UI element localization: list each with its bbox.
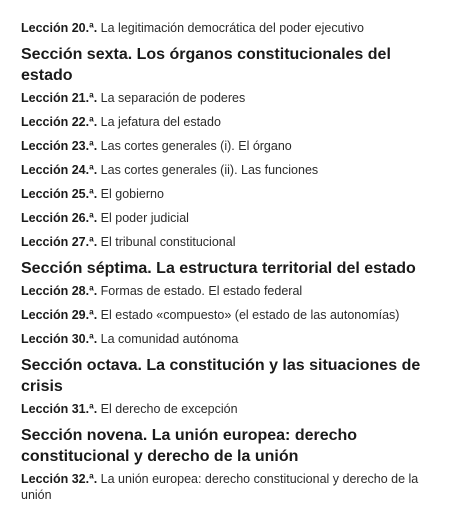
section-heading-octava: Sección octava. La constitución y las situaciones de crisis xyxy=(21,357,421,395)
lesson-number: Lección 21.ª. xyxy=(21,91,98,105)
section-heading-septima: Sección séptima. La estructura territorial del estado xyxy=(21,260,416,277)
lesson-entry-31 xyxy=(21,401,441,417)
lesson-title: El tribunal constitucional xyxy=(100,235,236,249)
section-heading-sexta: Sección sexta. Los órganos constitucionales del estado xyxy=(21,46,391,84)
lesson-number: Lección 22.ª. xyxy=(21,115,98,129)
lesson-title: Formas de estado. El estado federal xyxy=(100,284,303,298)
lesson-title: El derecho de excepción xyxy=(100,402,238,416)
lesson-number: Lección 32.ª. xyxy=(21,472,98,486)
lesson-entry-29 xyxy=(21,307,441,323)
lesson-number: Lección 31.ª. xyxy=(21,402,98,416)
lesson-entry-26 xyxy=(21,210,441,226)
lesson-entry-24 xyxy=(21,162,441,178)
lesson-entry-25 xyxy=(21,186,441,202)
lesson-title: El estado «compuesto» (el estado de las autonomías) xyxy=(100,308,400,322)
lesson-title: La unión europea: derecho constitucional y derecho de la unión xyxy=(21,472,419,502)
lesson-entry-32 xyxy=(21,471,441,503)
lesson-number: Lección 28.ª. xyxy=(21,284,98,298)
lesson-title: El poder judicial xyxy=(100,211,189,225)
section-heading-novena: Sección novena. La unión europea: derecho constitucional y derecho de la unión xyxy=(21,427,358,465)
lesson-number: Lección 29.ª. xyxy=(21,308,98,322)
lesson-entry-23 xyxy=(21,138,441,154)
lesson-title: Las cortes generales (i). El órgano xyxy=(100,139,292,153)
lesson-number: Lección 23.ª. xyxy=(21,139,98,153)
lesson-entry-30 xyxy=(21,331,441,347)
lesson-entry-27 xyxy=(21,234,441,250)
lesson-title: La jefatura del estado xyxy=(100,115,221,129)
lesson-entry-22 xyxy=(21,114,441,130)
lesson-number: Lección 25.ª. xyxy=(21,187,98,201)
lesson-number: Lección 30.ª. xyxy=(21,332,98,346)
lesson-number: Lección 27.ª. xyxy=(21,235,98,249)
table-of-contents xyxy=(21,20,441,511)
lesson-number: Lección 26.ª. xyxy=(21,211,98,225)
lesson-entry-20 xyxy=(21,20,441,36)
lesson-title: La legitimación democrática del poder ejecutivo xyxy=(100,21,365,35)
lesson-title: La separación de poderes xyxy=(100,91,246,105)
lesson-number: Lección 20.ª. xyxy=(21,21,98,35)
lesson-entry-21 xyxy=(21,90,441,106)
lesson-title: La comunidad autónoma xyxy=(100,332,239,346)
lesson-title: Las cortes generales (ii). Las funciones xyxy=(100,163,319,177)
lesson-number: Lección 24.ª. xyxy=(21,163,98,177)
lesson-title: El gobierno xyxy=(100,187,164,201)
lesson-entry-28 xyxy=(21,283,441,299)
